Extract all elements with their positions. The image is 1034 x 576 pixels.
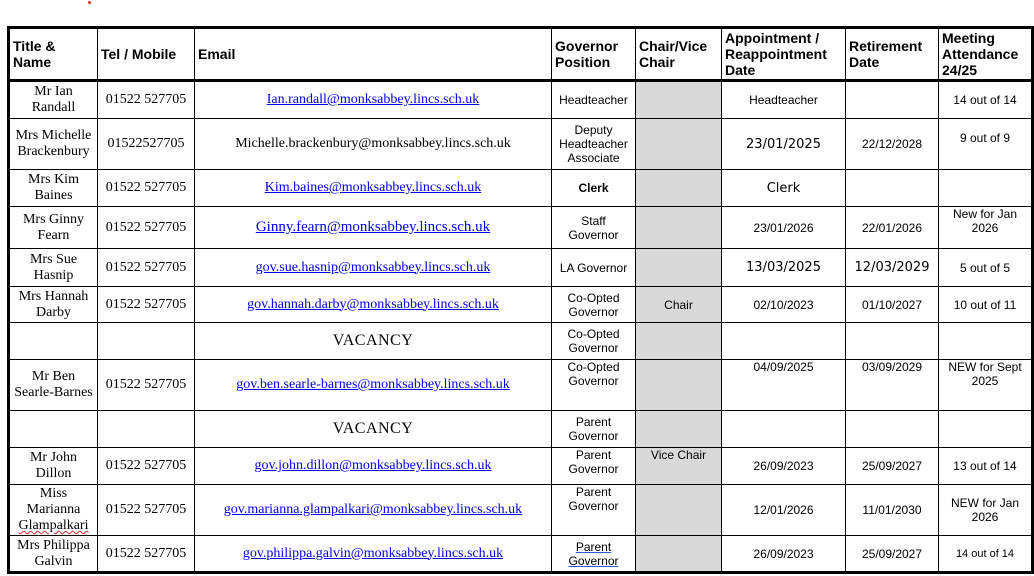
governor-email-link[interactable]: Ginny.fearn@monksabbey.lincs.sch.uk [255, 219, 491, 235]
governor-chair [636, 411, 722, 448]
governor-tel: 01522 527705 [98, 249, 195, 287]
governor-position: Parent Governor [552, 448, 636, 485]
governor-chair [636, 207, 722, 249]
governor-tel: 01522 527705 [98, 485, 195, 536]
governor-email-cell [195, 411, 552, 448]
governors-table [7, 26, 1034, 574]
governor-tel: 01522 527705 [98, 360, 195, 411]
governor-email-link[interactable]: gov.ben.searle-barnes@monksabbey.lincs.sch.uk [236, 377, 510, 392]
appointment-date: 26/09/2023 [722, 448, 846, 485]
governor-tel: 01522 527705 [98, 81, 195, 119]
governor-tel [98, 323, 195, 360]
table-row [9, 170, 1033, 207]
retirement-date: 25/09/2027 [846, 448, 939, 485]
governor-name: Mr Ian Randall [9, 81, 98, 119]
governor-chair [636, 360, 722, 411]
governor-email-cell [195, 287, 552, 323]
vacancy-label: VACANCY [332, 332, 414, 349]
governor-name: Mrs Ginny Fearn [9, 207, 98, 249]
governor-email-cell [195, 249, 552, 287]
appointment-date: 23/01/2026 [722, 207, 846, 249]
governor-tel: 01522 527705 [98, 287, 195, 323]
appointment-date: 23/01/2025 [722, 119, 846, 170]
governor-email-cell [195, 119, 552, 170]
governor-email-cell [195, 360, 552, 411]
header-tel: Tel / Mobile [98, 28, 195, 81]
governor-name [9, 411, 98, 448]
header-row [9, 28, 1033, 81]
governor-position: Staff Governor [552, 207, 636, 249]
appointment-date: Headteacher [722, 81, 846, 119]
governor-email-cell [195, 448, 552, 485]
governor-tel: 01522 527705 [98, 536, 195, 573]
header-email: Email [195, 28, 552, 81]
table-row [9, 485, 1033, 536]
meeting-attendance: 14 out of 14 [939, 81, 1033, 119]
table-row [9, 360, 1033, 411]
governor-position: Clerk [552, 170, 636, 207]
governor-position: Headteacher [552, 81, 636, 119]
governor-chair [636, 536, 722, 573]
table-row [9, 207, 1033, 249]
meeting-attendance: New for Jan 2026 [939, 207, 1033, 249]
governor-name [9, 323, 98, 360]
retirement-date [846, 323, 939, 360]
vacancy-label: VACANCY [332, 420, 414, 437]
governor-tel: 01522 527705 [98, 170, 195, 207]
retirement-date: 01/10/2027 [846, 287, 939, 323]
appointment-date [722, 323, 846, 360]
table-row-vacancy [9, 323, 1033, 360]
retirement-date: 25/09/2027 [846, 536, 939, 573]
governor-email-link[interactable]: gov.john.dillon@monksabbey.lincs.sch.uk [254, 458, 492, 473]
governor-email-text: Michelle.brackenbury@monksabbey.lincs.sch.uk [235, 136, 511, 151]
meeting-attendance: NEW for Sept 2025 [939, 360, 1033, 411]
meeting-attendance: 5 out of 5 [939, 249, 1033, 287]
meeting-attendance: NEW for Jan 2026 [939, 485, 1033, 536]
governor-name: Mr John Dillon [9, 448, 98, 485]
appointment-date: 12/01/2026 [722, 485, 846, 536]
header-attendance: Meeting Attendance 24/25 [939, 28, 1033, 81]
governor-position: Co-Opted Governor [552, 360, 636, 411]
appointment-date: 26/09/2023 [722, 536, 846, 573]
retirement-date: 22/12/2028 [846, 119, 939, 170]
governor-name: Mrs Hannah Darby [9, 287, 98, 323]
governor-email-link[interactable]: gov.marianna.glampalkari@monksabbey.lincs.sch.uk [223, 502, 523, 517]
retirement-date: 11/01/2030 [846, 485, 939, 536]
header-name: Title & Name [9, 28, 98, 81]
meeting-attendance: 13 out of 14 [939, 448, 1033, 485]
governor-chair: Chair [636, 287, 722, 323]
header-chair: Chair/Vice Chair [636, 28, 722, 81]
governor-email-cell [195, 81, 552, 119]
retirement-date: 22/01/2026 [846, 207, 939, 249]
header-appointment: Appointment / Reappointment Date [722, 28, 846, 81]
governor-name: Mrs Philippa Galvin [9, 536, 98, 573]
governor-tel: 01522 527705 [98, 448, 195, 485]
governor-email-link[interactable]: Ian.randall@monksabbey.lincs.sch.uk [266, 92, 480, 107]
governor-chair [636, 81, 722, 119]
meeting-attendance: 14 out of 14 [939, 536, 1033, 573]
governor-email-cell [195, 207, 552, 249]
governor-chair [636, 249, 722, 287]
retirement-date: 12/03/2029 [846, 249, 939, 287]
table-row [9, 119, 1033, 170]
governor-email-link[interactable]: gov.philippa.galvin@monksabbey.lincs.sch.uk [242, 545, 504, 561]
table-row [9, 249, 1033, 287]
governor-tel [98, 411, 195, 448]
governor-name: Mrs Kim Baines [9, 170, 98, 207]
meeting-attendance [939, 323, 1033, 360]
governor-name: Mr Ben Searle-Barnes [9, 360, 98, 411]
table-row [9, 287, 1033, 323]
red-marker-dot [88, 1, 91, 4]
governor-position: Parent Governor [552, 411, 636, 448]
appointment-date [722, 411, 846, 448]
retirement-date: 03/09/2029 [846, 360, 939, 411]
governor-name-cell: Miss Marianna Glampalkari [9, 485, 98, 536]
governor-name: Mrs Michelle Brackenbury [9, 119, 98, 170]
governor-position: LA Governor [552, 249, 636, 287]
governor-position: Co-Opted Governor [552, 287, 636, 323]
table-row-vacancy [9, 411, 1033, 448]
retirement-date [846, 411, 939, 448]
governor-position: Parent Governor [552, 485, 636, 536]
governor-position: Deputy Headteacher Associate [552, 119, 636, 170]
retirement-date [846, 81, 939, 119]
governor-tel: 01522527705 [98, 119, 195, 170]
meeting-attendance: 10 out of 11 [939, 287, 1033, 323]
table-row [9, 536, 1033, 573]
governor-email-cell [195, 536, 552, 573]
governor-chair [636, 119, 722, 170]
governor-tel: 01522 527705 [98, 207, 195, 249]
governor-position: Parent Governor [568, 539, 619, 568]
meeting-attendance: 9 out of 9 [939, 119, 1033, 170]
appointment-date: 02/10/2023 [722, 287, 846, 323]
header-retirement: Retirement Date [846, 28, 939, 81]
governor-email-cell [195, 485, 552, 536]
table-row [9, 448, 1033, 485]
governor-chair: Vice Chair [636, 448, 722, 485]
meeting-attendance [939, 170, 1033, 207]
governor-name: Mrs Sue Hasnip [9, 249, 98, 287]
spellcheck-underline: Glampalkari [18, 518, 89, 533]
governor-chair [636, 170, 722, 207]
governor-chair [636, 323, 722, 360]
governor-email-link[interactable]: Kim.baines@monksabbey.lincs.sch.uk [264, 180, 482, 195]
governor-email-cell [195, 323, 552, 360]
governor-email-link[interactable]: gov.hannah.darby@monksabbey.lincs.sch.uk [247, 296, 499, 312]
appointment-date: 04/09/2025 [722, 360, 846, 411]
governor-email-cell [195, 170, 552, 207]
appointment-date: 13/03/2025 [722, 249, 846, 287]
governor-email-link[interactable]: gov.sue.hasnip@monksabbey.lincs.sch.uk [255, 259, 491, 275]
header-position: Governor Position [552, 28, 636, 81]
meeting-attendance [939, 411, 1033, 448]
governor-position-cell [552, 536, 636, 573]
table-row [9, 81, 1033, 119]
retirement-date [846, 170, 939, 207]
governor-position: Co-Opted Governor [552, 323, 636, 360]
governor-chair [636, 485, 722, 536]
appointment-date: Clerk [722, 170, 846, 207]
